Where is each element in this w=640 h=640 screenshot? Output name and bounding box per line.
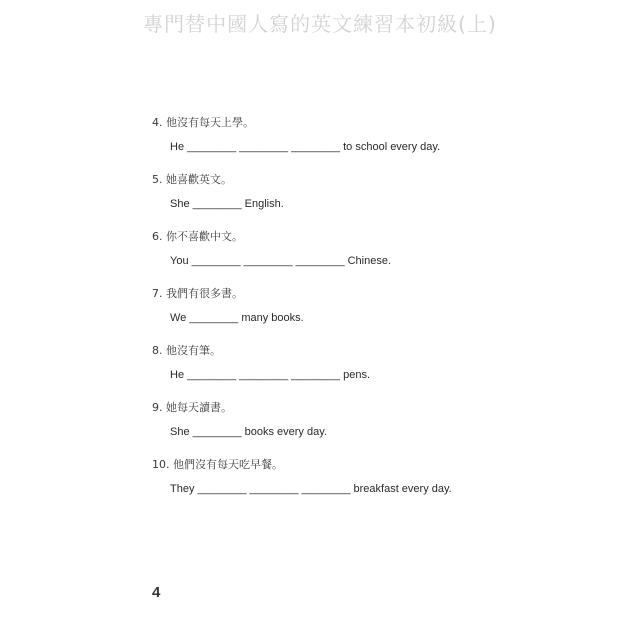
exercise-answer-line: She ________ English. [170, 198, 284, 210]
page-number: 4 [152, 584, 161, 601]
exercise-prompt: 8. 他沒有筆。 [152, 344, 221, 357]
exercise-prompt: 7. 我們有很多書。 [152, 287, 243, 300]
book-title: 專門替中國人寫的英文練習本初級(上) [143, 12, 497, 36]
exercise-prompt: 5. 她喜歡英文。 [152, 173, 232, 186]
exercise-prompt: 4. 他沒有每天上學。 [152, 116, 254, 129]
exercise-answer-line: He ________ ________ ________ pens. [170, 369, 371, 381]
exercise-answer-line: We ________ many books. [170, 312, 304, 324]
exercise-prompt: 9. 她每天讀書。 [152, 401, 232, 414]
exercise-answer-line: She ________ books every day. [170, 426, 327, 438]
exercise-answer-line: He ________ ________ ________ to school every day. [170, 141, 441, 153]
exercise-answer-line: You ________ ________ ________ Chinese. [170, 255, 392, 267]
exercise-prompt: 10. 他們沒有每天吃早餐。 [152, 458, 283, 471]
exercise-answer-line: They ________ ________ ________ breakfast every day. [170, 483, 452, 495]
exercise-prompt: 6. 你不喜歡中文。 [152, 230, 243, 243]
